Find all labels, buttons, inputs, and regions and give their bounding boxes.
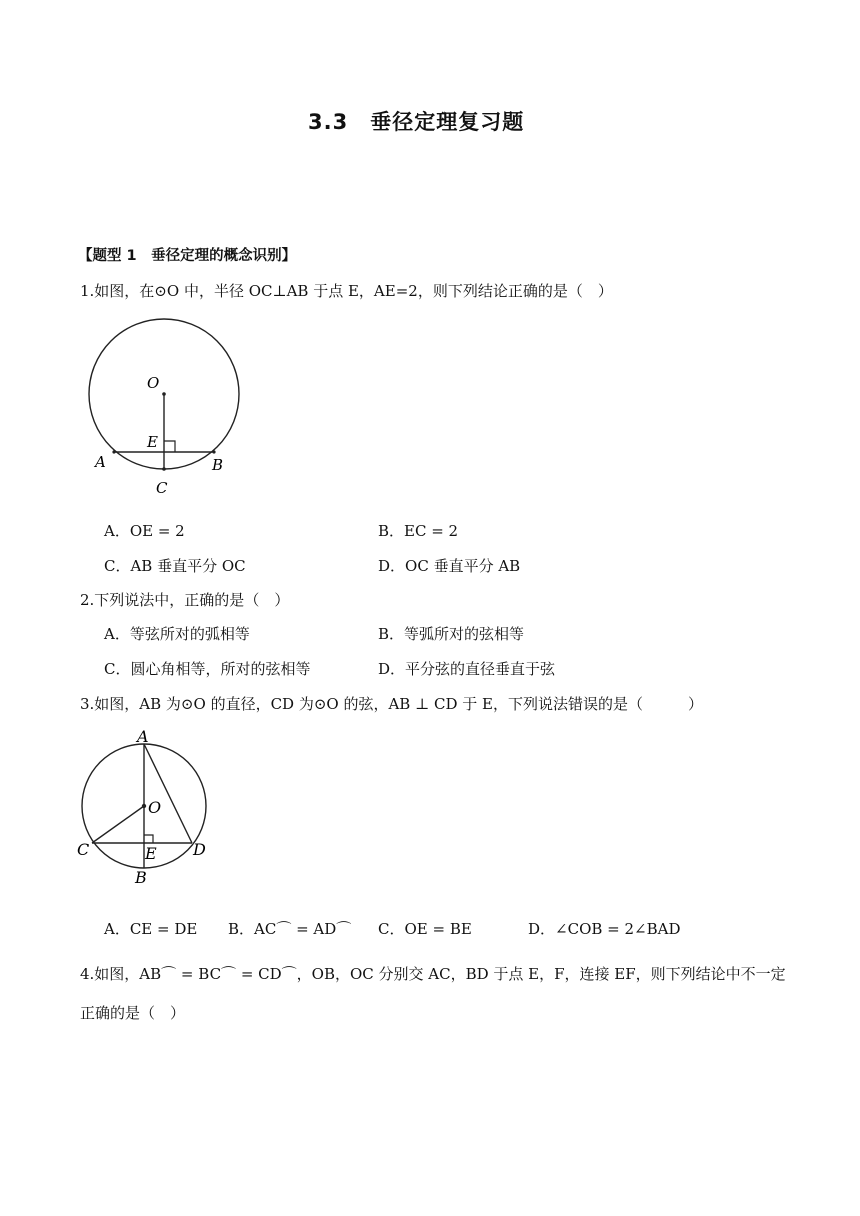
q1-option-a: A．OE = 2 [104,522,185,540]
question-1-stem: 1.如图，在⊙O 中，半径 OC⊥AB 于点 E，AE=2，则下列结论正确的是（ ） [80,282,613,300]
q1-option-d: D．OC 垂直平分 AB [378,557,521,575]
label-O: O [147,374,160,392]
page-title: 3.3 垂径定理复习题 [308,110,525,134]
label-C: C [156,479,168,497]
label-A: A [95,453,106,471]
q1-option-b: B．EC = 2 [378,522,459,540]
label-B: B [135,868,147,887]
question-2-stem: 2.下列说法中，正确的是（ ） [80,591,290,609]
question-4-stem-line2: 正确的是（ ） [80,1004,186,1022]
q2-option-a: A．等弦所对的弧相等 [104,625,250,643]
question-4-stem-line1: 4.如图，AB⌒ = BC⌒ = CD⌒，OB，OC 分别交 AC，BD 于点 E，F，连接 EF，则下列结论中不一定 [80,965,786,983]
q3-option-b: B．AC⌒ = AD⌒ [228,920,352,938]
label-D: D [193,840,206,859]
q3-option-c: C．OE = BE [378,920,472,938]
label-B: B [212,456,224,474]
label-E: E [147,433,158,451]
question-3-figure [75,726,220,891]
q2-option-b: B．等弧所对的弦相等 [378,625,525,643]
label-E: E [145,844,157,863]
label-A: A [137,727,149,746]
q2-option-d: D．平分弦的直径垂直于弦 [378,660,556,678]
question-1-figure [85,315,255,500]
question-3-stem: 3.如图，AB 为⊙O 的直径，CD 为⊙O 的弦，AB ⊥ CD 于 E，下列说法错误的是（ ） [80,695,703,713]
label-C: C [77,840,90,859]
q3-option-a: A．CE = DE [104,920,198,938]
section-heading: 【题型 1 垂径定理的概念识别】 [78,248,297,264]
q2-option-c: C．圆心角相等，所对的弦相等 [104,660,311,678]
q3-option-d: D．∠COB = 2∠BAD [528,920,681,938]
label-O: O [148,798,162,817]
q1-option-c: C．AB 垂直平分 OC [104,557,246,575]
